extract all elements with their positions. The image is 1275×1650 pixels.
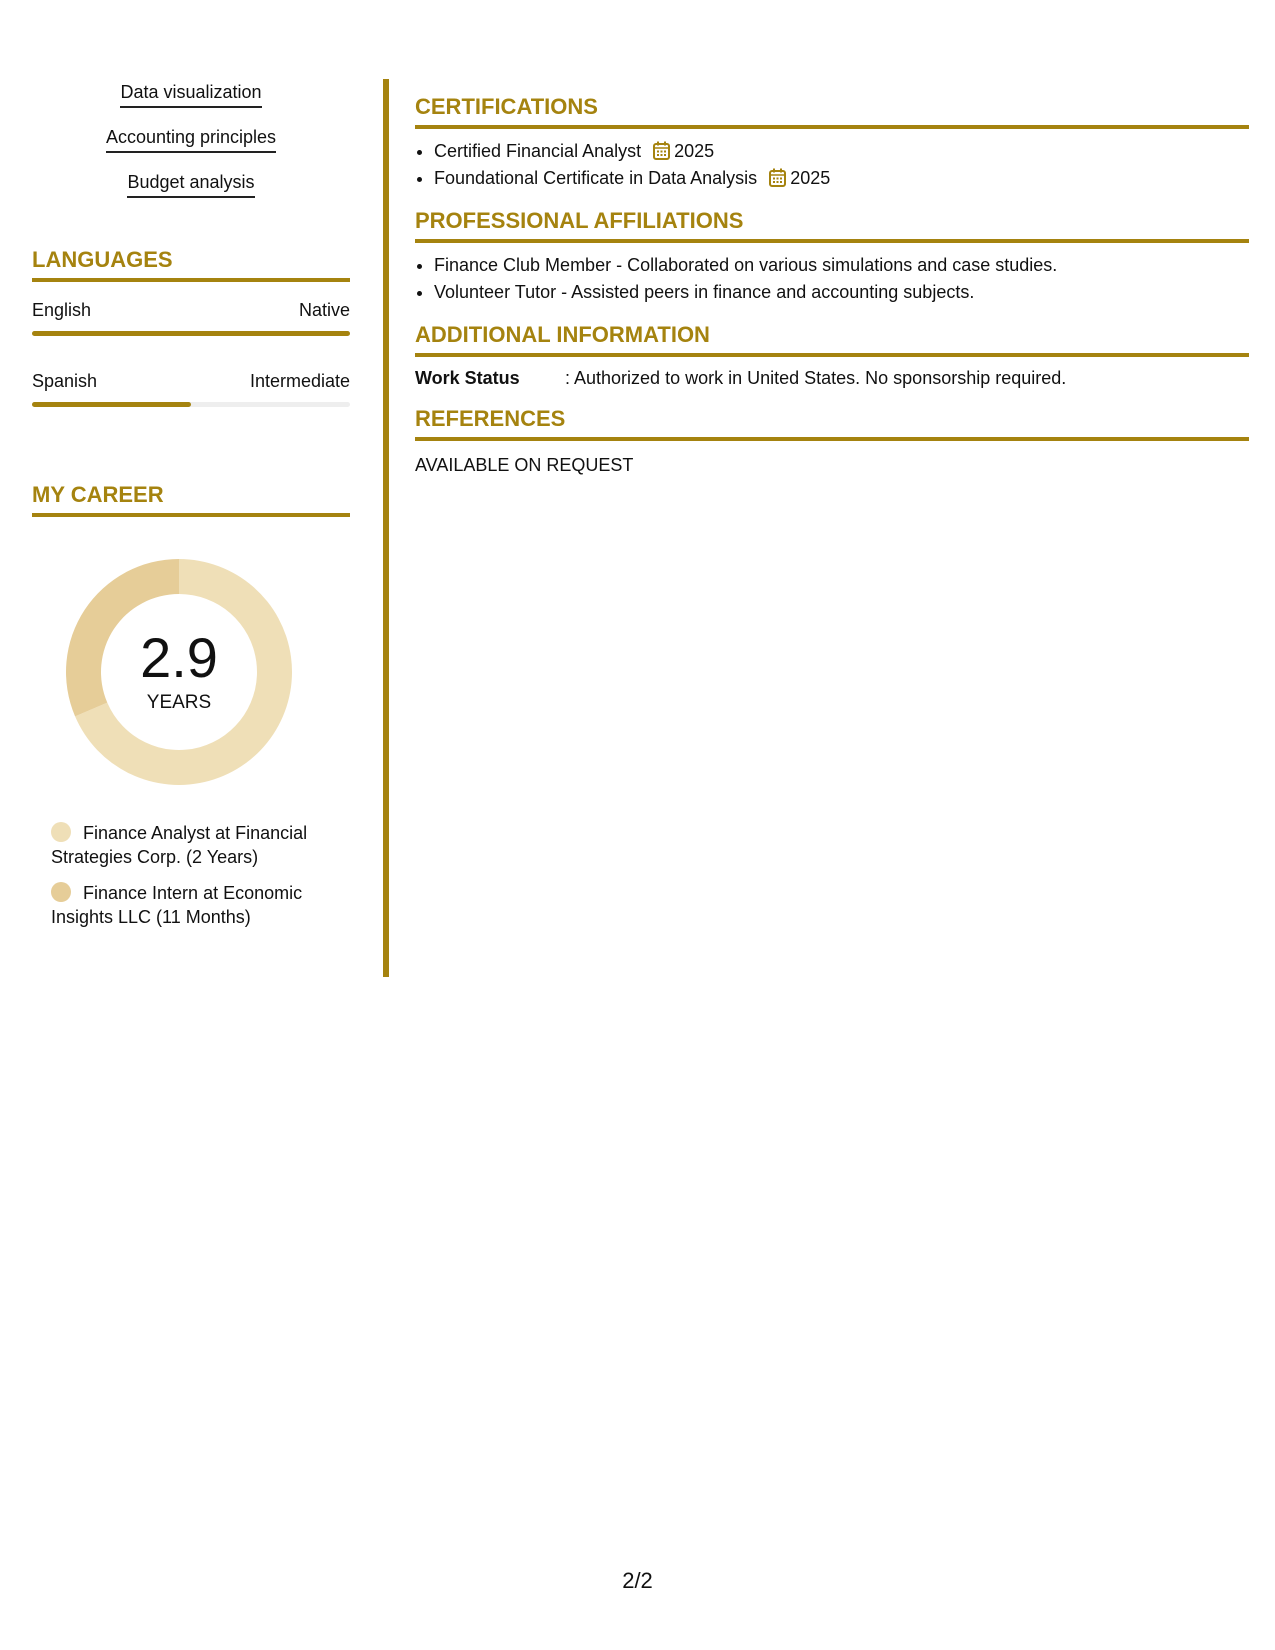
language-proficiency-fill [32, 331, 350, 336]
certification-name: Foundational Certificate in Data Analysis [434, 168, 758, 188]
skill-item: Budget analysis [127, 170, 254, 198]
language-item [32, 298, 350, 336]
affiliations-section [415, 208, 1249, 306]
language-proficiency-bar [32, 402, 350, 407]
career-total [66, 559, 292, 785]
references-section [415, 406, 1249, 477]
language-name: English [32, 300, 92, 320]
work-status-label: Work Status [415, 368, 520, 388]
page-number: 2/2 [622, 1568, 653, 1593]
references-text: AVAILABLE ON REQUEST [415, 455, 634, 475]
language-proficiency-bar [32, 331, 350, 336]
certification-year: 2025 [790, 168, 831, 188]
work-status-value: : Authorized to work in United States. No sponsorship required. [565, 368, 1067, 388]
certification-year: 2025 [674, 141, 715, 161]
career-legend-item [51, 881, 341, 929]
skills-list [32, 80, 350, 215]
references-heading: REFERENCES [415, 406, 1249, 441]
certifications-heading: CERTIFICATIONS [415, 94, 1249, 129]
career-legend-item [51, 821, 341, 869]
legend-dot-icon [51, 822, 71, 842]
career-total-unit: YEARS [146, 692, 212, 713]
certification-name: Certified Financial Analyst [434, 141, 642, 161]
additional-info-heading: ADDITIONAL INFORMATION [415, 322, 1249, 357]
skill-item: Accounting principles [106, 125, 276, 153]
sidebar [32, 80, 350, 941]
language-level: Intermediate [249, 371, 350, 391]
affiliations-list [415, 252, 1249, 306]
career-heading: MY CAREER [32, 482, 350, 517]
column-divider [383, 79, 389, 977]
certification-item [434, 165, 1249, 192]
language-name: Spanish [32, 371, 98, 391]
legend-dot-icon [51, 882, 71, 902]
skill-item: Data visualization [120, 80, 261, 108]
affiliations-heading: PROFESSIONAL AFFILIATIONS [415, 208, 1249, 243]
languages-heading: LANGUAGES [32, 247, 350, 282]
career-legend-label: Finance Intern at Economic Insights LLC (11 Months) [51, 883, 303, 927]
affiliation-item: • Finance Club Member - Collaborated on various simulations and case studies. [434, 252, 1249, 279]
calendar-icon [769, 168, 786, 187]
career-total-value: 2.9 [140, 626, 218, 689]
language-level: Native [298, 300, 350, 320]
career-donut-chart [66, 559, 292, 785]
work-status-row [415, 366, 1249, 390]
affiliation-item: • Volunteer Tutor - Assisted peers in finance and accounting subjects. [434, 279, 1249, 306]
career-legend-label: Finance Analyst at Financial Strategies Corp. (2 Years) [51, 823, 308, 867]
additional-info-section [415, 322, 1249, 390]
career-legend [51, 821, 341, 929]
main-content [415, 94, 1249, 477]
certifications-section [415, 94, 1249, 192]
language-item [32, 369, 350, 407]
language-proficiency-fill [32, 402, 191, 407]
certifications-list [415, 138, 1249, 192]
certification-item [434, 138, 1249, 165]
calendar-icon [653, 141, 670, 160]
